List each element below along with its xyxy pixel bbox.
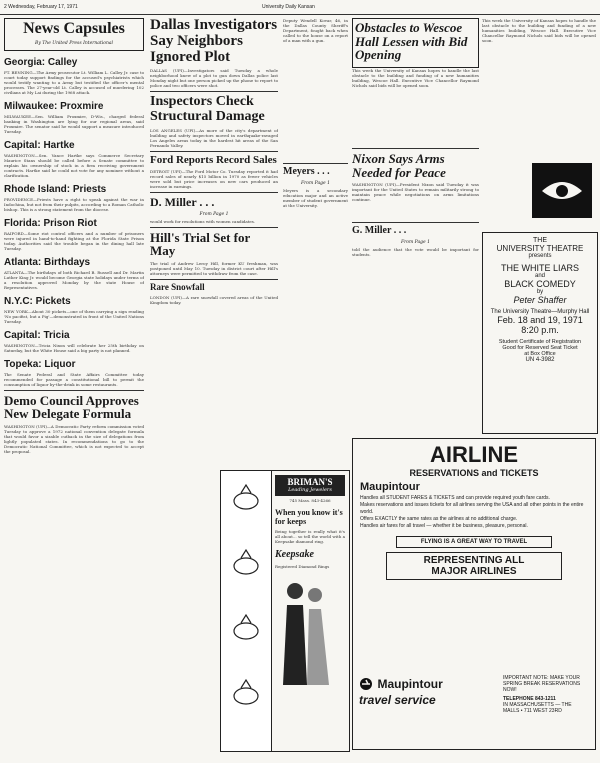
service-logo [359,675,489,707]
wescoe-column [352,18,479,438]
service-phone: TELEPHONE 843-1211 [503,696,556,702]
ticket-line-3: at Box Office [524,351,556,357]
plane-logo-icon [359,677,373,691]
theatre-ad [482,232,598,434]
eye-logo-icon [532,163,592,218]
keepsake-logo: Keepsake [275,549,314,561]
airline-bullets [356,495,592,530]
capsule-body: ATLANTA—The birthdays of both Richard B. Russell and Dr. Martin Luther King Jr. would become Georgia state holidays under terms of a resolution approved Monday by the state House of Representatives. [4,269,144,290]
fly-banner: FLYING IS A GREAT WAY TO TRAVEL [396,536,552,548]
airline-bullet: Handles all STUDENT FARES & TICKETS and can provide required youth fare cards. [360,495,550,501]
demo-council-body: WASHINGTON (UPI)—A Democratic Party reform commission voted Tuesday to approve a 1972 national convention delegate formula that would favor a sizable cutback in the size of delegations from lightly populated states. In recommendations to go to the Democratic National Committee, which is not expected to accept the proposal. [4,424,144,455]
ford-body: DETROIT (UPI)—The Ford Motor Co. Tuesday reported it had record sales of nearly $15 billion in 1970 as fewer vehicles were sold but price increases on new cars produced an increase in earnings. [150,169,278,190]
ticket-line-2: Good for Reserved Seat Ticket [502,345,578,351]
keepsake-slogan: When you know it's for keeps [275,508,343,526]
capsule-head: N.Y.C: Pickets [4,295,71,307]
gmiller-body: told the audience that the vote would be important for students. [352,246,479,257]
theatre-dates: Feb. 18 and 19, 1971 [497,315,583,325]
masthead [0,0,600,15]
dallas-continued-body: Deputy Wendell Kovar, 46, in the Dallas County Sheriff's Department, fought back when called to the house on a report of a man with a gun. [283,18,348,43]
miller-body: would work for resolutions with women candidates. [150,218,256,224]
airline-brand: Maupintour [360,481,420,493]
capsule-head: Capital: Tricia [4,329,70,341]
capsule-head: Topeka: Liquor [4,358,76,370]
demo-council-headline: Demo Council Approves New Delegate Formula [4,392,139,422]
capsule-head: Georgia: Calley [4,56,78,68]
gmiller-headline: G. Miller . . . [352,225,407,237]
keepsake-copy: Being together is really what it's all about... so tell the world with a Keepsake diamond ring. [275,529,345,545]
theatre-presents: presents [528,253,552,259]
service-brand: Maupintour [377,677,443,691]
couple-illustration-icon [275,575,335,685]
capsule-body: WASHINGTON—Sen. Vance Hartke says Commerce Secretary Maurice Stans should be called before a Senate committee to explain his ownership of stock in a firm receiving government contracts. Hartke said he could not vote for any nominee without a clarification. [4,152,144,178]
wescoe-continued-body: This week the University of Kansas hopes to handle the last obstacle to the building and funding of a new humanities building, Wescoe Hall. Executive Vice Chancellor Raymond Nichols said bids will be opened soon. [482,18,596,43]
hills-trial-body: The trial of Andrew Leroy Hill, former KU freshman, was postponed until May 10. Tuesday in district court after Hill's attorneys were permitted to withdraw from the case. [150,261,278,277]
miller-headline: D. Miller . . . [150,195,215,210]
service-details [503,675,589,714]
nixon-headline: Nixon Says Arms Needed for Peace [352,150,446,180]
keepsake-sub: Registered Diamond Rings [275,563,330,569]
ford-headline: Ford Reports Record Sales [150,153,277,166]
capsule-body: NEW YORK—About 30 pickets—one of them carrying a sign reading 'No pacifist, but a Pig'—demonstrated in front of the United Nations Tuesday. [4,308,144,324]
keepsake-ad-text [275,475,345,689]
ring-column [221,471,272,751]
airline-bullet: Offers EXACTLY the same rates as the airlines at no additional charge. [360,516,518,522]
meyers-continued: From Page 1 [300,180,331,186]
gmiller-continued: From Page 1 [400,239,431,245]
nixon-body: WASHINGTON (UPI)—President Nixon said Tuesday it was important for the United States to remain militarily strong to maintain peace while negotiations on arms limitations continue. [352,182,479,203]
wescoe-body: This week the University of Kansas hopes to handle the last obstacle to the building and funding of a new humanities building, Wescoe Hall. Executive Vice Chancellor Raymond Nichols said bids will be opened soon. [352,67,479,88]
service-name: travel service [359,693,436,707]
theatre-the: THE [533,237,547,244]
airline-title: AIRLINE [430,442,518,467]
brimans-address: 745 Mass. 843-4266 [289,498,331,504]
capsule-head: Atlanta: Birthdays [4,256,91,268]
airline-subtitle: RESERVATIONS and TICKETS [409,468,539,478]
news-capsules-title: News Capsules [23,20,125,37]
represent-line-2: MAJOR AIRLINES [431,566,517,577]
airline-bullet: Makes reservations and issues tickets for all airlines serving the USA and all other points in the entire world. [360,502,584,515]
capsule-body: WASHINGTON—Tricia Nixon will celebrate her 25th birthday on Saturday, but the White House said a big party is not planned. [4,342,144,353]
dallas-headline: Dallas Investigators Say Neighbors Ignored Plot [150,18,278,65]
dallas-body: DALLAS (UPI)—Investigators said Tuesday a whole neighborhood knew of a plot to gun down Dallas police last Monday night but one person picked up the phone to report to police and two officers were shot. [150,68,278,89]
theatre-time: 8:20 p.m. [521,325,559,335]
theatre-venue: The University Theatre—Murphy Hall [490,309,590,315]
represent-box [386,552,562,580]
capsule-body: PROVIDENCE—Priests have a right to speak against the war in Indochina, but not from their pulpits, according to a Roman Catholic bishop. This is a strong statement from the diocese. [4,196,144,212]
wescoe-banner [352,18,479,68]
capsule-head: Florida: Prison Riot [4,217,97,229]
theatre-phone: UN 4-3982 [525,357,555,363]
airline-ad [352,438,596,750]
inspectors-body: LOS ANGELES (UPI)—As more of the city's department of building and safety inspectors moved in earthquake-ravaged Los Angeles areas today in the hardest hit areas of the San Fernando Valley. [150,127,278,148]
play-title-1: THE WHITE LIARS [500,263,579,273]
snowfall-body: LONDON (UPI)—A rare snowfall covered areas of the United Kingdom today. [150,295,278,306]
capsule-body: MILWAUKEE—Sen. William Proxmire, D-Wis., charged federal banking in Washington are lying for our regional areas, said Proxmire. The senator said he would support a measure introduced Tuesday. [4,113,144,134]
capsule-head: Milwaukee: Proxmire [4,100,104,112]
airline-bullet: Handles air fares for all travel — whether it be business, pleasure, personal. [360,523,528,529]
theatre-and: and [534,273,545,279]
right-top-column [482,18,596,228]
wescoe-headline: Obstacles to Wescoe Hall Lessen with Bid Opening [355,20,468,63]
capsule-head: Capital: Hartke [4,139,75,151]
capsule-body: FT. BENNING—The Army prosecutor Lt. William L. Calley Jr. case to court today support findings for the accused's psychiatrists which would testify wanting to a Army but testified the officer's mental processes. The 27-year-old Lt. Calley is accused of murdering 102 civilians at My Lai during the 1968 attack. [4,69,144,95]
meyers-body: Meyers is a secondary education major and an active member of student government at the University. [283,187,348,208]
masthead-title: University Daily Kansan [262,4,315,10]
miller-continued: From Page 1 [199,211,229,217]
theatre-name: UNIVERSITY THEATRE [496,244,584,253]
news-capsules-column [4,18,144,760]
theatre-by: by [536,289,544,295]
news-capsules-banner [4,18,144,51]
playwright: Peter Shaffer [513,295,567,305]
service-address: IN MASSACHUSETTS — THE MALLS • 711 WEST 23RD [503,702,572,714]
masthead-date: 2 Wednesday, February 17, 1971 [4,4,78,10]
capsule-head: Rhode Island: Priests [4,183,107,195]
capsule-body: RAIFORD—Some riot control officers and a number of prisoners were injured in hand-to-hand fighting at the Florida State Prison today. Authorities said the trouble began in the dining hall late Tuesday. [4,230,144,251]
brimans-logo: BRIMAN'S Leading Jewelers [275,475,345,496]
snowfall-headline: Rare Snowfall [150,282,205,293]
spring-break-note: IMPORTANT NOTE: MAKE YOUR SPRING BREAK RESERVATIONS NOW! [503,675,581,693]
represent-line-1: REPRESENTING ALL [423,555,525,566]
diamond-rings-icon [221,471,271,751]
inspectors-headline: Inspectors Check Structural Damage [150,94,265,124]
capsule-body: The Senate Federal and State Affairs Committee today recommended for passage a constitutional bill to permit the consumption of liquor by-the-drink in some restaurants. [4,371,144,387]
capsule-list [4,57,144,387]
news-capsules-byline: By The United Press International [35,40,113,46]
meyers-headline: Meyers . . . [283,166,330,177]
ticket-line-1: Student Certificate of Registration [498,339,582,345]
play-title-2: BLACK COMEDY [504,279,576,289]
hills-trial-headline: Hill's Trial Set for May [150,229,251,259]
keepsake-ad [220,470,350,752]
